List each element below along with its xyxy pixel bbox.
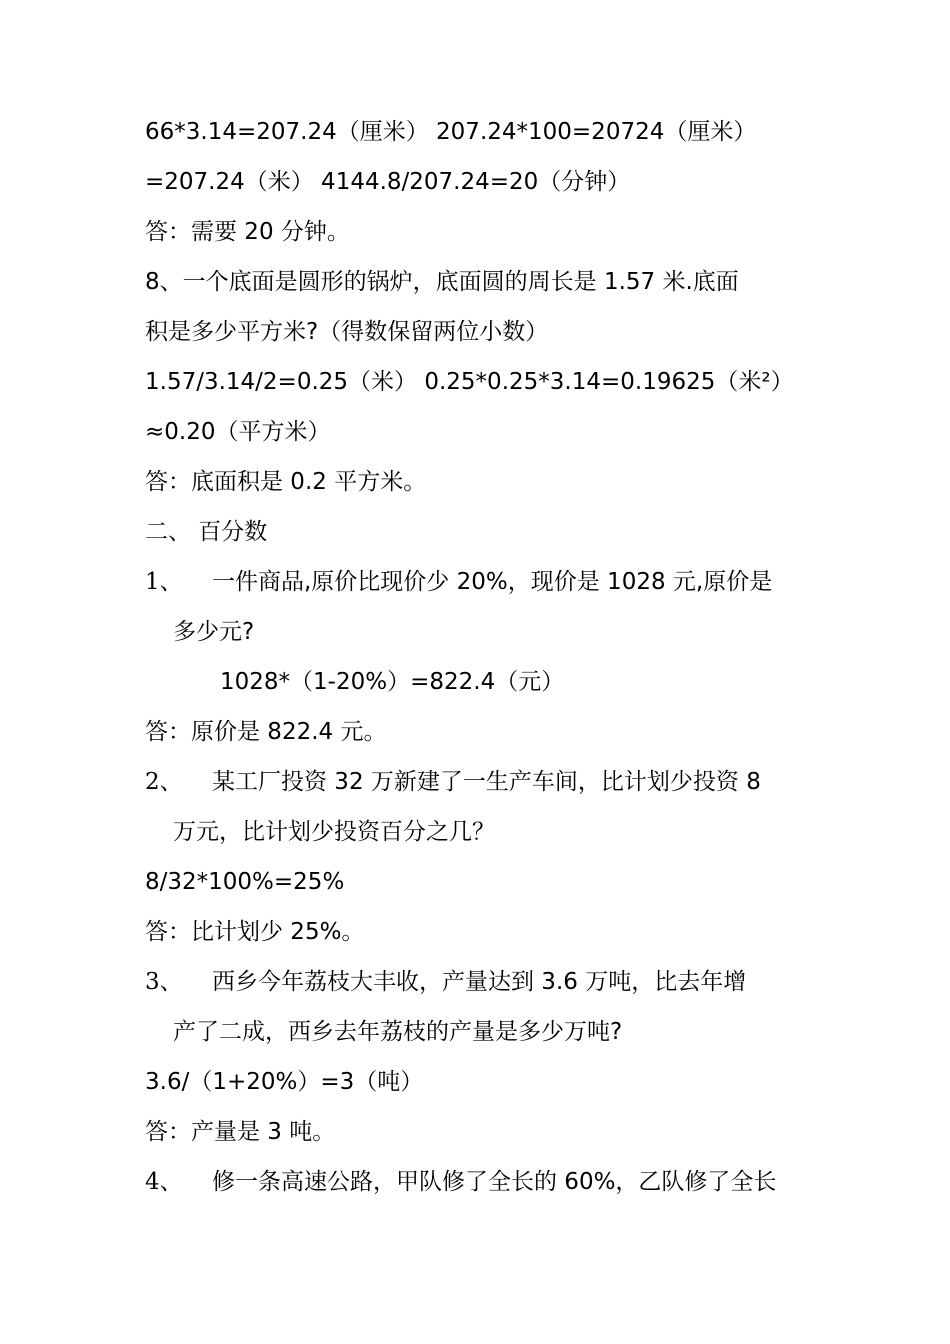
problem-3-line-1: 西乡今年荔枝大丰收，产量达到 3.6 万吨，比去年增: [212, 969, 747, 995]
problem-number-2: 2、: [145, 769, 183, 795]
calc-line-problem-1: 1028*（1-20%）=822.4（元）: [220, 669, 565, 695]
calc-line-area: 1.57/3.14/2=0.25（米） 0.25*0.25*3.14=0.19625（米²）: [145, 369, 794, 395]
problem-8-line-1: 8、一个底面是圆形的锅炉，底面圆的周长是 1.57 米.底面: [145, 269, 739, 295]
answer-line-7: 答：需要 20 分钟。: [145, 219, 350, 245]
answer-line-3: 答：产量是 3 吨。: [145, 1119, 336, 1145]
calc-line-circumference: 66*3.14=207.24（厘米） 207.24*100=20724（厘米）: [145, 119, 757, 145]
answer-line-1: 答：原价是 822.4 元。: [145, 719, 387, 745]
problem-2-line-2: 万元，比计划少投资百分之几？: [173, 819, 495, 845]
problem-3-line-2: 产了二成，西乡去年荔枝的产量是多少万吨?: [173, 1019, 623, 1045]
calc-line-approx: ≈0.20（平方米）: [145, 419, 331, 445]
calc-line-time: =207.24（米） 4144.8/207.24=20（分钟）: [145, 169, 631, 195]
calc-line-problem-2: 8/32*100%=25%: [145, 869, 345, 895]
problem-number-4: 4、: [145, 1169, 183, 1195]
problem-1-line-1: 一件商品,原价比现价少 20%，现价是 1028 元,原价是: [212, 569, 773, 595]
problem-number-1: 1、: [145, 569, 183, 595]
problem-number-3: 3、: [145, 969, 183, 995]
section-heading: 二、 百分数: [145, 519, 268, 545]
calc-line-problem-3: 3.6/（1+20%）=3（吨）: [145, 1069, 424, 1095]
answer-line-8: 答：底面积是 0.2 平方米。: [145, 469, 427, 495]
answer-line-2: 答：比计划少 25%。: [145, 919, 365, 945]
problem-8-line-2: 积是多少平方米?（得数保留两位小数）: [145, 319, 549, 345]
problem-2-line-1: 某工厂投资 32 万新建了一生产车间，比计划少投资 8: [212, 769, 761, 795]
problem-4-line-1: 修一条高速公路，甲队修了全长的 60%，乙队修了全长: [212, 1169, 777, 1195]
problem-1-line-2: 多少元?: [173, 619, 255, 645]
